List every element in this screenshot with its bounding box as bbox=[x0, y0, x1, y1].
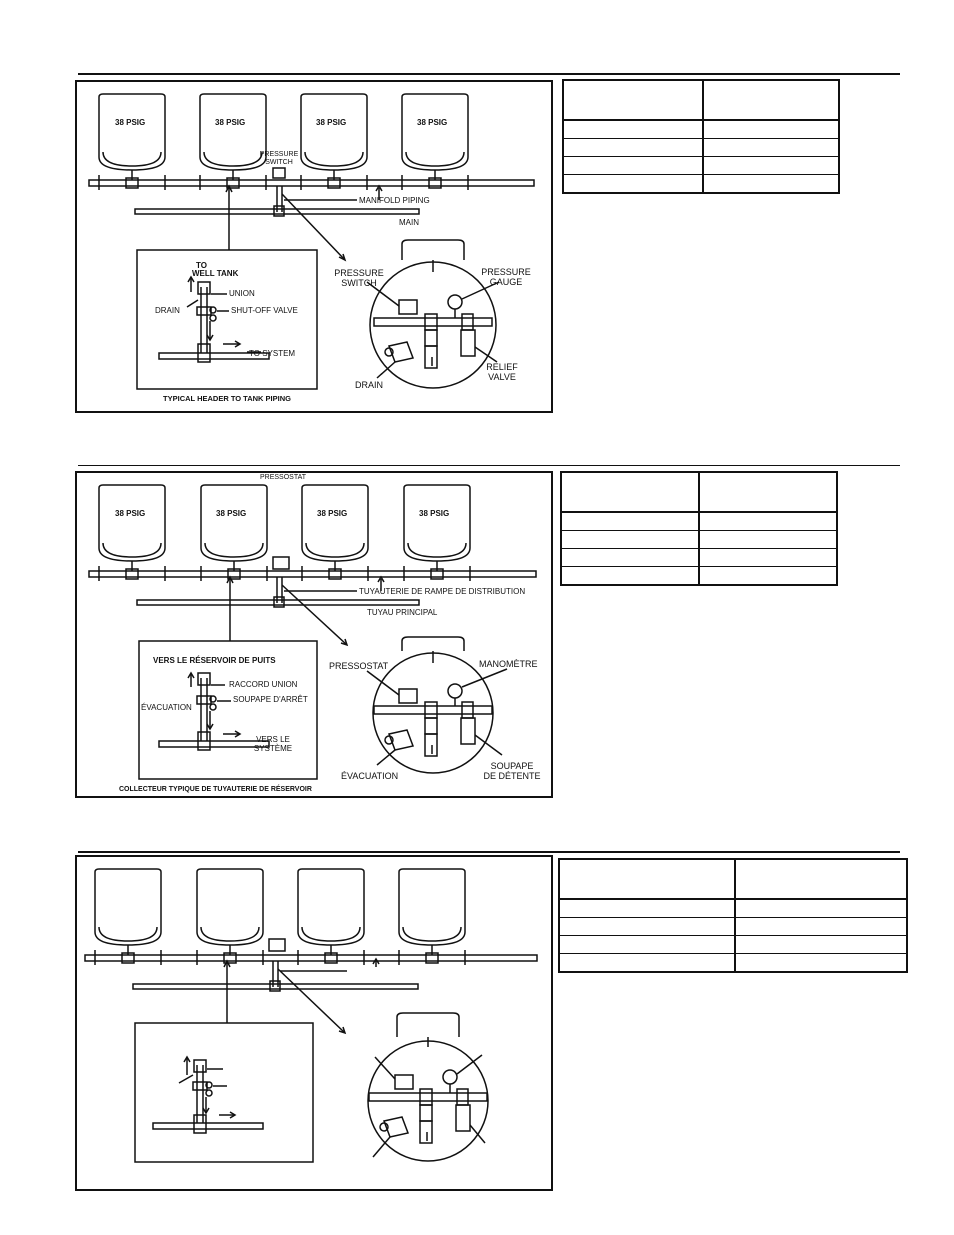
inset-to-label: TO bbox=[196, 261, 207, 270]
inset-to-well-label-fr: VERS LE RÉSERVOIR DE PUITS bbox=[153, 656, 276, 665]
detail-relief-valve-label-1: RELIEF bbox=[486, 362, 518, 372]
inset-drain-label-fr: ÉVACUATION bbox=[141, 703, 192, 712]
tank-label-3: 38 PSIG bbox=[316, 118, 347, 127]
detail-pressostat-label-fr: PRESSOSTAT bbox=[329, 661, 389, 671]
tank-label-fr-4: 38 PSIG bbox=[419, 509, 450, 518]
tank-label-fr-3: 38 PSIG bbox=[317, 509, 348, 518]
section-rule-english bbox=[78, 73, 900, 75]
section-rule-blank bbox=[78, 851, 900, 853]
detail-pressure-gauge-label-1: PRESSURE bbox=[481, 267, 531, 277]
detail-pressure-gauge bbox=[448, 295, 462, 309]
main-label-fr: TUYAU PRINCIPAL bbox=[367, 608, 438, 617]
french-spec-table bbox=[560, 471, 838, 586]
blank-tank-piping-diagram bbox=[77, 857, 551, 1189]
detail-drain-label: DRAIN bbox=[355, 380, 384, 390]
french-tank-piping-diagram bbox=[77, 473, 551, 796]
detail-relief-label-fr-2: DE DÉTENTE bbox=[483, 771, 541, 781]
french-diagram-panel bbox=[75, 471, 553, 798]
pressure-switch-small bbox=[273, 168, 285, 178]
pressure-switch-small-label-2: SWITCH bbox=[265, 159, 293, 166]
inset-to-system-label-fr-1: VERS LE bbox=[256, 735, 290, 744]
section-rule-french bbox=[78, 465, 900, 466]
inset-shutoff-label: SHUT-OFF VALVE bbox=[231, 306, 298, 315]
blank-diagram-panel bbox=[75, 855, 553, 1191]
inset-to-system-label-fr-2: SYSTÈME bbox=[253, 744, 293, 753]
manifold-piping-label-fr: TUYAUTERIE DE RAMPE DE DISTRIBUTION bbox=[359, 587, 526, 596]
tank-label-1: 38 PSIG bbox=[115, 118, 146, 127]
detail-relief-valve bbox=[461, 330, 475, 356]
detail-pressure-switch bbox=[399, 300, 417, 314]
main-label: MAIN bbox=[399, 218, 419, 227]
tank-label-fr-1: 38 PSIG bbox=[115, 509, 146, 518]
inset-to-system-label: TO SYSTEM bbox=[249, 349, 296, 358]
detail-drain-label-fr: ÉVACUATION bbox=[341, 771, 399, 781]
detail-pressure-gauge-label-2: GAUGE bbox=[489, 277, 523, 287]
tank-label-2: 38 PSIG bbox=[215, 118, 246, 127]
inset-well-tank-label: WELL TANK bbox=[192, 269, 239, 278]
pressure-switch-small-label-1: PRESSURE bbox=[259, 151, 299, 158]
detail-manometre-label-fr: MANOMÈTRE bbox=[479, 659, 538, 669]
english-spec-table bbox=[562, 79, 840, 194]
inset-caption: TYPICAL HEADER TO TANK PIPING bbox=[163, 394, 291, 403]
english-diagram-panel bbox=[75, 80, 553, 413]
detail-relief-label-fr-1: SOUPAPE bbox=[490, 761, 534, 771]
detail-tank-outline bbox=[402, 240, 464, 260]
tank-label-4: 38 PSIG bbox=[417, 118, 448, 127]
tank-label-fr-2: 38 PSIG bbox=[216, 509, 247, 518]
inset-shutoff-label-fr: SOUPAPE D'ARRÊT bbox=[233, 695, 308, 704]
inset-union-label-fr: RACCORD UNION bbox=[229, 680, 298, 689]
detail-pressure-switch-label-1: PRESSURE bbox=[334, 268, 384, 278]
inset-drain-label: DRAIN bbox=[155, 306, 180, 315]
detail-relief-valve-label-2: VALVE bbox=[488, 372, 516, 382]
inset-union-label: UNION bbox=[229, 289, 255, 298]
detail-pressure-switch-label-2: SWITCH bbox=[341, 278, 377, 288]
blank-spec-table bbox=[558, 858, 908, 973]
manifold-piping-label: MANIFOLD PIPING bbox=[359, 196, 430, 205]
pressostat-small-label: PRESSOSTAT bbox=[260, 474, 307, 481]
inset-caption-fr: COLLECTEUR TYPIQUE DE TUYAUTERIE DE RÉSERVOIR bbox=[119, 786, 312, 793]
